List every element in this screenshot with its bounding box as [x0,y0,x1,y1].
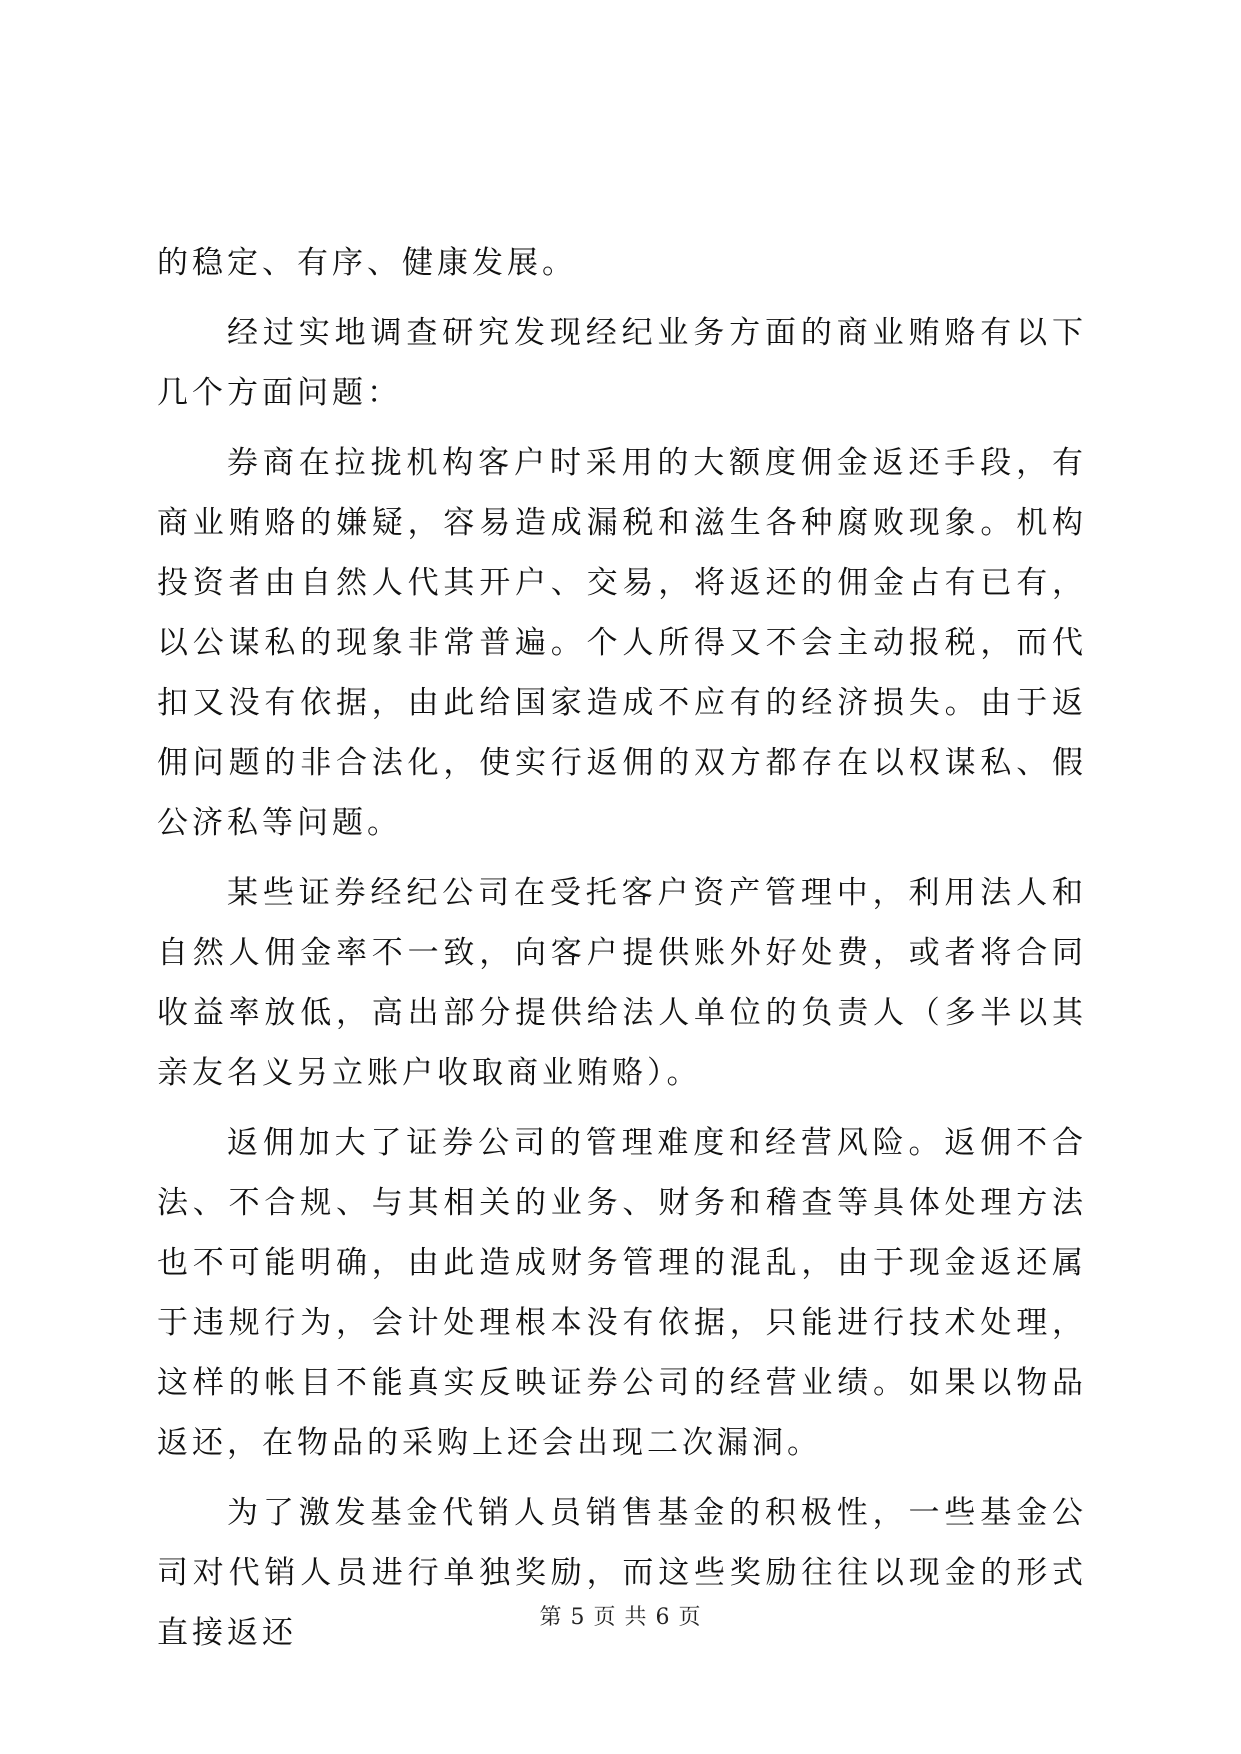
document-body [157,233,1087,1673]
paragraph-continuation: 的稳定、有序、健康发展。 [157,245,577,281]
page-number-footer: 第 5 页 共 6 页 [539,1605,702,1630]
paragraph-management-risk: 返佣加大了证券公司的管理难度和经营风险。返佣不合法、不合规、与其相关的业务、财务和稽查等具体处理方法也不可能明确，由此造成财务管理的混乱，由于现金返还属于违规行为，会计处理根本没有依据，只能进行技术处理，这样的帐目不能真实反映证券公司的经营业绩。如果以物品返还，在物品的采购上还会出现二次漏洞。 [157,1125,1087,1461]
paragraph-intro: 经过实地调查研究发现经纪业务方面的商业贿赂有以下几个方面问题： [157,315,1087,411]
paragraph-fund-sales: 为了激发基金代销人员销售基金的积极性，一些基金公司对代销人员进行单独奖励，而这些奖励往往以现金的形式直接返还 [157,1495,1087,1651]
paragraph-commission-rebate: 券商在拉拢机构客户时采用的大额度佣金返还手段，有商业贿赂的嫌疑，容易造成漏税和滋生各种腐败现象。机构投资者由自然人代其开户、交易，将返还的佣金占有已有，以公谋私的现象非常普遍。个人所得又不会主动报税，而代扣又没有依据，由此给国家造成不应有的经济损失。由于返佣问题的非合法化，使实行返佣的双方都存在以权谋私、假公济私等问题。 [157,445,1087,841]
paragraph-asset-management: 某些证券经纪公司在受托客户资产管理中，利用法人和自然人佣金率不一致，向客户提供账外好处费，或者将合同收益率放低，高出部分提供给法人单位的负责人（多半以其亲友名义另立账户收取商业贿赂）。 [157,875,1087,1091]
